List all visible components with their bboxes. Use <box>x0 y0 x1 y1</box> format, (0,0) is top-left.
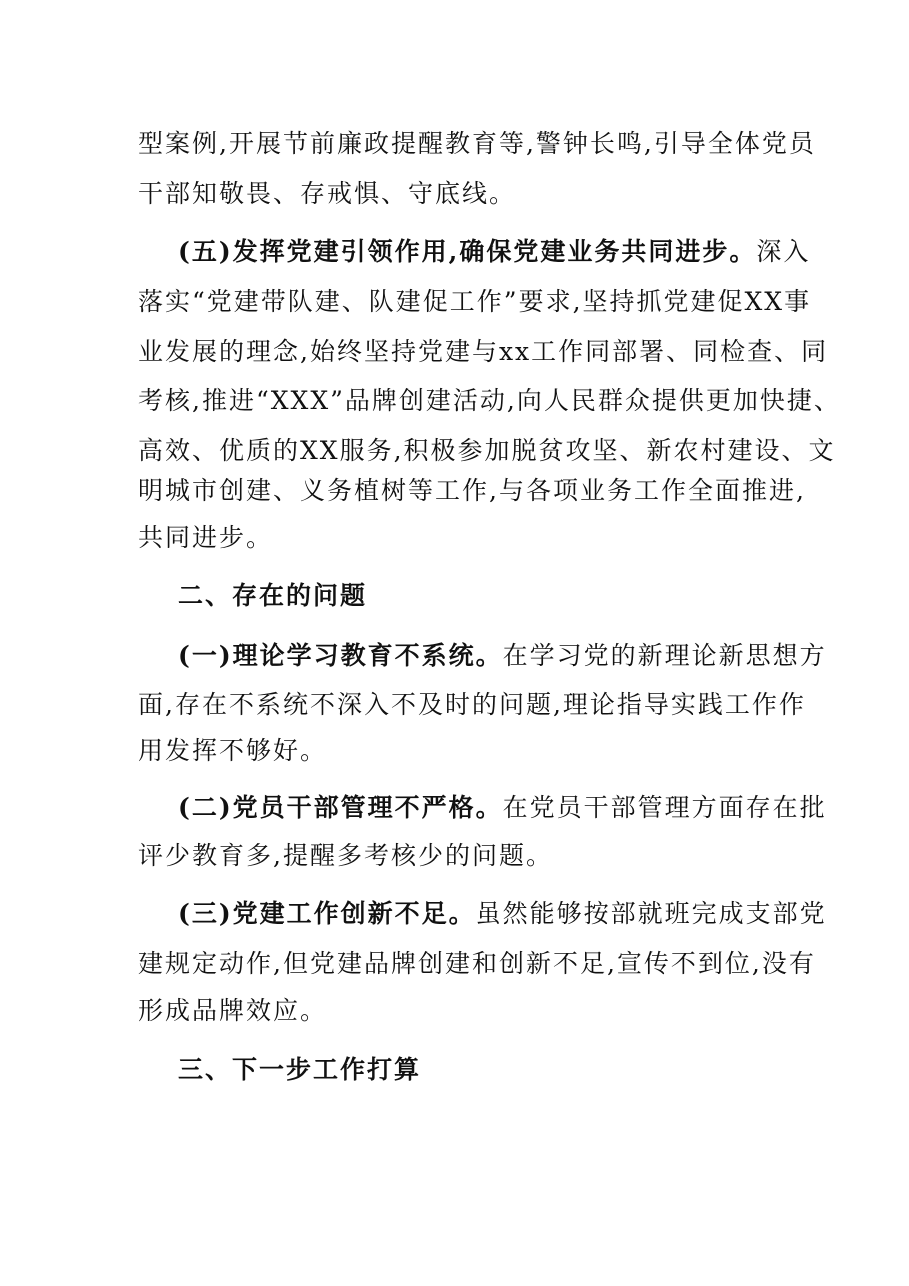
paragraph-line: 评少教育多,提醒多考核少的问题。 <box>138 841 553 870</box>
paragraph-line: 建规定动作,但党建品牌创建和创新不足,宣传不到位,没有 <box>138 949 816 978</box>
subsection-title: (一)理论学习教育不系统。 <box>178 641 503 670</box>
paragraph-line <box>178 640 827 672</box>
subsection-title: (三)党建工作创新不足。 <box>178 899 476 928</box>
section-heading: 三、下一步工作打算 <box>178 1055 422 1084</box>
paragraph-line: 共同进步。 <box>138 523 274 552</box>
paragraph-line: 型案例,开展节前廉政提醒教育等,警钟长鸣,引导全体党员 <box>138 129 816 158</box>
paragraph-line: 形成品牌效应。 <box>138 996 328 1025</box>
paragraph-line: 明城市创建、义务植树等工作,与各项业务工作全面推进, <box>138 476 806 505</box>
paragraph-line <box>178 236 811 268</box>
paragraph-text: 在党员干部管理方面存在批 <box>502 793 827 822</box>
paragraph-line <box>178 792 827 824</box>
section-heading: 二、存在的问题 <box>178 581 368 610</box>
paragraph-line: 业发展的理念,始终坚持党建与xx工作同部署、同检查、同 <box>138 337 829 366</box>
paragraph-line: 干部知敬畏、存戒惧、守底线。 <box>138 179 517 208</box>
paragraph-text: 深入 <box>756 237 811 266</box>
paragraph-line: 考核,推进“XXX”品牌创建活动,向人民群众提供更加快捷、 <box>138 386 841 415</box>
paragraph-line: 面,存在不系统不深入不及时的问题,理论指导实践工作作 <box>138 690 806 719</box>
paragraph-line: 用发挥不够好。 <box>138 736 328 765</box>
subsection-title: (二)党员干部管理不严格。 <box>178 793 503 822</box>
paragraph-text: 在学习党的新理论新思想方 <box>502 641 827 670</box>
paragraph-line <box>178 898 827 930</box>
subsection-title: (五)发挥党建引领作用,确保党建业务共同进步。 <box>178 237 757 266</box>
paragraph-text: 虽然能够按部就班完成支部党 <box>475 899 827 928</box>
paragraph-line: 落实“党建带队建、队建促工作”要求,坚持抓党建促XX事 <box>138 287 812 316</box>
paragraph-line: 高效、优质的XX服务,积极参加脱贫攻坚、新农村建设、文 <box>138 436 836 465</box>
